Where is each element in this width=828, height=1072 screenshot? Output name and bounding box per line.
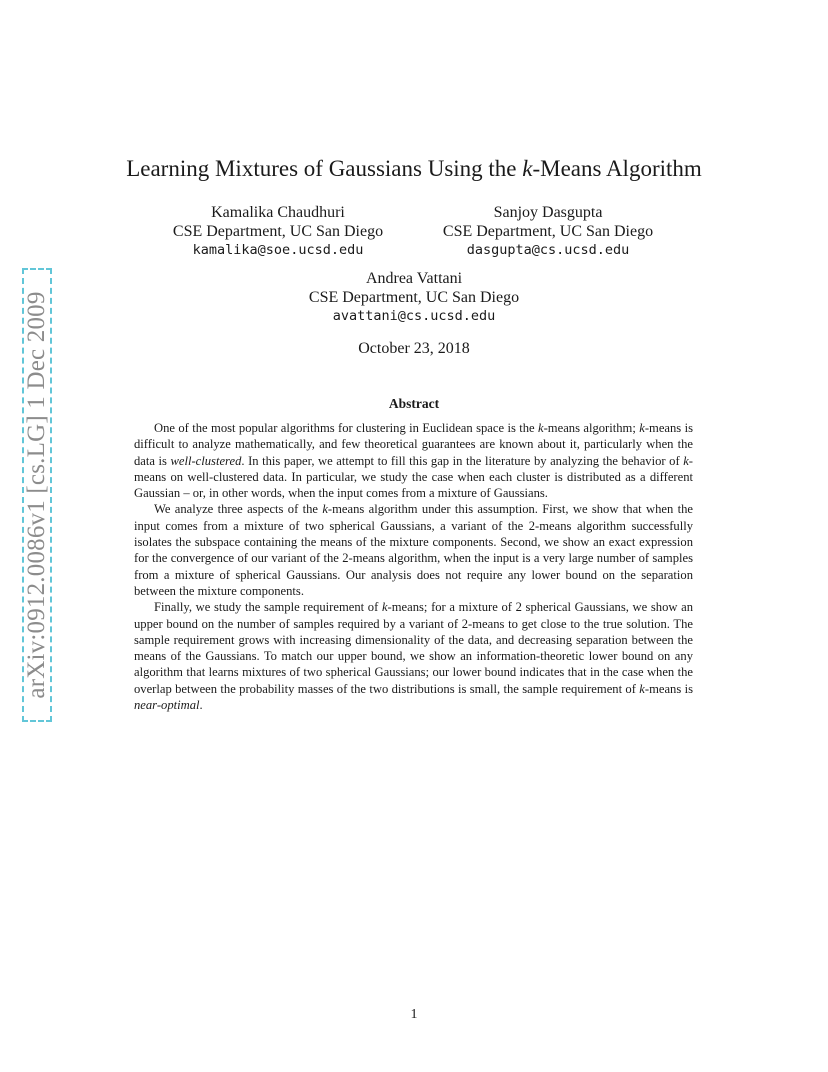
page-number: 1 xyxy=(410,1007,418,1022)
title-k-variable: k xyxy=(522,156,533,181)
author-email[interactable]: kamalika@soe.ucsd.edu xyxy=(192,242,364,258)
abstract-heading: Abstract xyxy=(388,396,440,411)
author-block xyxy=(290,269,538,326)
author-block xyxy=(432,203,664,260)
author-affiliation: CSE Department, UC San Diego xyxy=(442,223,654,240)
author-name: Kamalika Chaudhuri xyxy=(211,204,345,221)
author-affiliation: CSE Department, UC San Diego xyxy=(308,289,520,306)
abstract-paragraph: Finally, we study the sample requirement of k-means; for a mixture of 2 spherical Gaussians, we show an upper bound on the number of samples required by a variant of 2-means to get close to the true solution. The sample requirement grows with increasing dimensionality of the data, and decreasing separation between the means of the Gaussians. To match our upper bound, we show an information-theoretic lower bound on any algorithm that learns mixtures of two spherical Gaussians; our lower bound indicates that in the case when the overlap between the probability masses of the two distributions is small, the sample requirement of k-means is near-optimal. xyxy=(134,600,694,713)
author-name: Andrea Vattani xyxy=(365,270,463,287)
title-suffix: -Means Algorithm xyxy=(532,156,702,181)
abstract-paragraph: We analyze three aspects of the k-means algorithm under this assumption. First, we show that when the input comes from a mixture of two spherical Gaussians, a variant of the 2-means algorithm successfully isolates the subspace containing the means of the mixture components. Second, we show an exact expression for the convergence of our variant of the 2-means algorithm, when the input is a very large number of samples from a mixture of spherical Gaussians. Our analysis does not require any lower bound on the separation between the mixture components. xyxy=(134,502,693,598)
arxiv-identifier[interactable]: arXiv:0912.0086v1 [cs.LG] 1 Dec 2009 xyxy=(23,291,50,699)
author-email[interactable]: dasgupta@cs.ucsd.edu xyxy=(466,242,630,258)
abstract-body xyxy=(134,420,693,713)
abstract-paragraph: One of the most popular algorithms for clustering in Euclidean space is the k-means algorithm; k-means is difficult to analyze mathematically, and few theoretical guarantees are known about it, particularly when the data is well-clustered. In this paper, we attempt to fill this gap in the literature by analyzing the behavior of k-means on well-clustered data. In particular, we study the case when each cluster is distributed as a different Gaussian – or, in other words, when the input comes from a mixture of Gaussians. xyxy=(134,421,693,501)
paper-date: October 23, 2018 xyxy=(358,340,470,357)
author-email[interactable]: avattani@cs.ucsd.edu xyxy=(332,308,496,324)
arxiv-sidebar-stamp[interactable] xyxy=(22,268,52,722)
author-affiliation: CSE Department, UC San Diego xyxy=(172,223,384,240)
title-prefix: Learning Mixtures of Gaussians Using the xyxy=(126,156,523,181)
author-block xyxy=(160,203,396,260)
paper-title xyxy=(0,156,828,182)
author-name: Sanjoy Dasgupta xyxy=(493,204,603,221)
